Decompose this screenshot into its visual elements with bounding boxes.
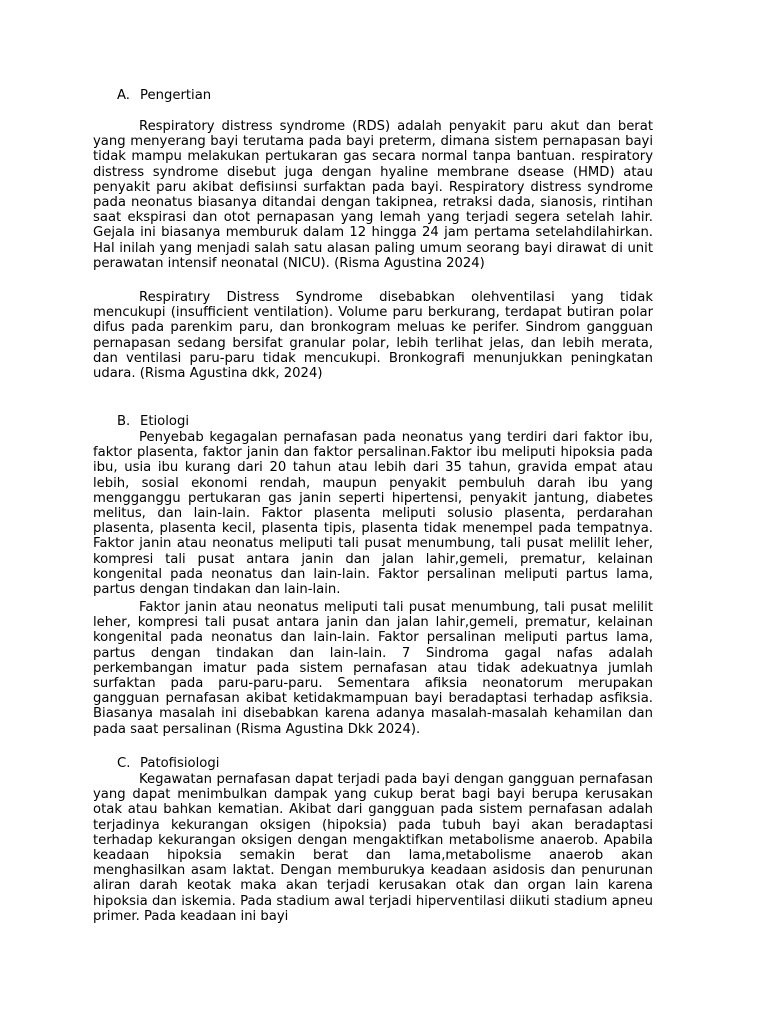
section-title: Etiologi	[140, 414, 190, 429]
section-letter: C.	[117, 756, 131, 771]
paragraph-pengertian-2: Respiratıry Distress Syndrome disebabkan olehventilasi yang tidak mencukupi (insufficient ventilation). Volume paru berkurang, terdapat butiran polar difus pada parenkim paru, dan bronkogram meluas ke perifer. Sindrom gangguan pernapasan sedang bersifat granular polar, lebih terlihat jelas, dan lebih merata, dan ventilasi paru-paru tidak mencukupi. Bronkografi menunjukkan peningkatan udara. (Risma Agustina dkk, 2024)	[93, 290, 653, 382]
section-title: Pengertian	[140, 88, 212, 103]
section-title: Patofisiologi	[140, 756, 220, 771]
section-letter: A.	[117, 88, 130, 103]
section-heading-pengertian	[117, 88, 211, 104]
paragraph-etiologi-1: Penyebab kegagalan pernafasan pada neonatus yang terdiri dari faktor ibu, faktor plasenta, faktor janin dan faktor persalinan.Faktor ibu meliputi hipoksia pada ibu, usia ibu kurang dari 20 tahun atau lebih dari 35 tahun, gravida empat atau lebih, sosial ekonomi rendah, maupun penyakit pembuluh darah ibu yang mengganggu pertukaran gas janin seperti hipertensi, penyakit jantung, diabetes melitus, dan lain-lain. Faktor plasenta meliputi solusio plasenta, perdarahan plasenta, plasenta kecil, plasenta tipis, plasenta tidak menempel pada tempatnya. Faktor janin atau neonatus meliputi tali pusat menumbung, tali pusat melilit leher, kompresi tali pusat antara janin dan jalan lahir,gemeli, prematur, kelainan kongenital pada neonatus dan lain-lain. Faktor persalinan meliputi partus lama, partus dengan tindakan dan lain-lain.	[93, 430, 653, 598]
paragraph-etiologi-2: Faktor janin atau neonatus meliputi tali pusat menumbung, tali pusat melilit leher, kompresi tali pusat antara janin dan jalan lahir,gemeli, prematur, kelainan kongenital pada neonatus dan lain-lain. Faktor persalinan meliputi partus lama, partus dengan tindakan dan lain-lain. 7 Sindroma gagal nafas adalah perkembangan imatur pada sistem pernafasan atau tidak adekuatnya jumlah surfaktan pada paru-paru-paru. Sementara afiksia neonatorum merupakan gangguan pernafasan akibat ketidakmampuan bayi beradaptasi terhadap asfiksia. Biasanya masalah ini disebabkan karena adanya masalah-masalah kehamilan dan pada saat persalinan (Risma Agustina Dkk 2024).	[93, 600, 653, 737]
section-letter: B.	[117, 414, 131, 429]
paragraph-pengertian-1: Respiratory distress syndrome (RDS) adalah penyakit paru akut dan berat yang menyerang bayi terutama pada bayi preterm, dimana sistem pernapasan bayi tidak mampu melakukan pertukaran gas secara normal tanpa bantuan. respiratory distress syndrome disebut juga dengan hyaline membrane dsease (HMD) atau penyakit paru akibat defisiınsi surfaktan pada bayi. Respiratory distress syndrome pada neonatus biasanya ditandai dengan takipnea, retraksi dada, sianosis, rintihan saat ekspirasi dan otot pernapasan yang lemah yang terjadi segera setelah lahir. Gejala ini biasanya memburuk dalam 12 hingga 24 jam pertama setelahdilahirkan. Hal inilah yang menjadi salah satu alasan paling umum seorang bayi dirawat di unit perawatan intensif neonatal (NICU). (Risma Agustina 2024)	[93, 119, 653, 271]
section-heading-etiologi	[117, 414, 189, 430]
paragraph-patofisiologi-1: Kegawatan pernafasan dapat terjadi pada bayi dengan gangguan pernafasan yang dapat menimbulkan dampak yang cukup berat bagi bayi berupa kerusakan otak atau bahkan kematian. Akibat dari gangguan pada sistem pernafasan adalah terjadinya kekurangan oksigen (hipoksia) pada tubuh bayi akan beradaptasi terhadap kekurangan oksigen dengan mengaktifkan metabolisme anaerob. Apabila keadaan hipoksia semakin berat dan lama,metabolisme anaerob akan menghasilkan asam laktat. Dengan memburukya keadaan asidosis dan penurunan aliran darah keotak maka akan terjadi kerusakan otak dan organ lain karena hipoksia dan iskemia. Pada stadium awal terjadi hiperventilasi diikuti stadium apneu primer. Pada keadaan ini bayi	[93, 772, 653, 924]
section-heading-patofisiologi	[117, 756, 219, 772]
